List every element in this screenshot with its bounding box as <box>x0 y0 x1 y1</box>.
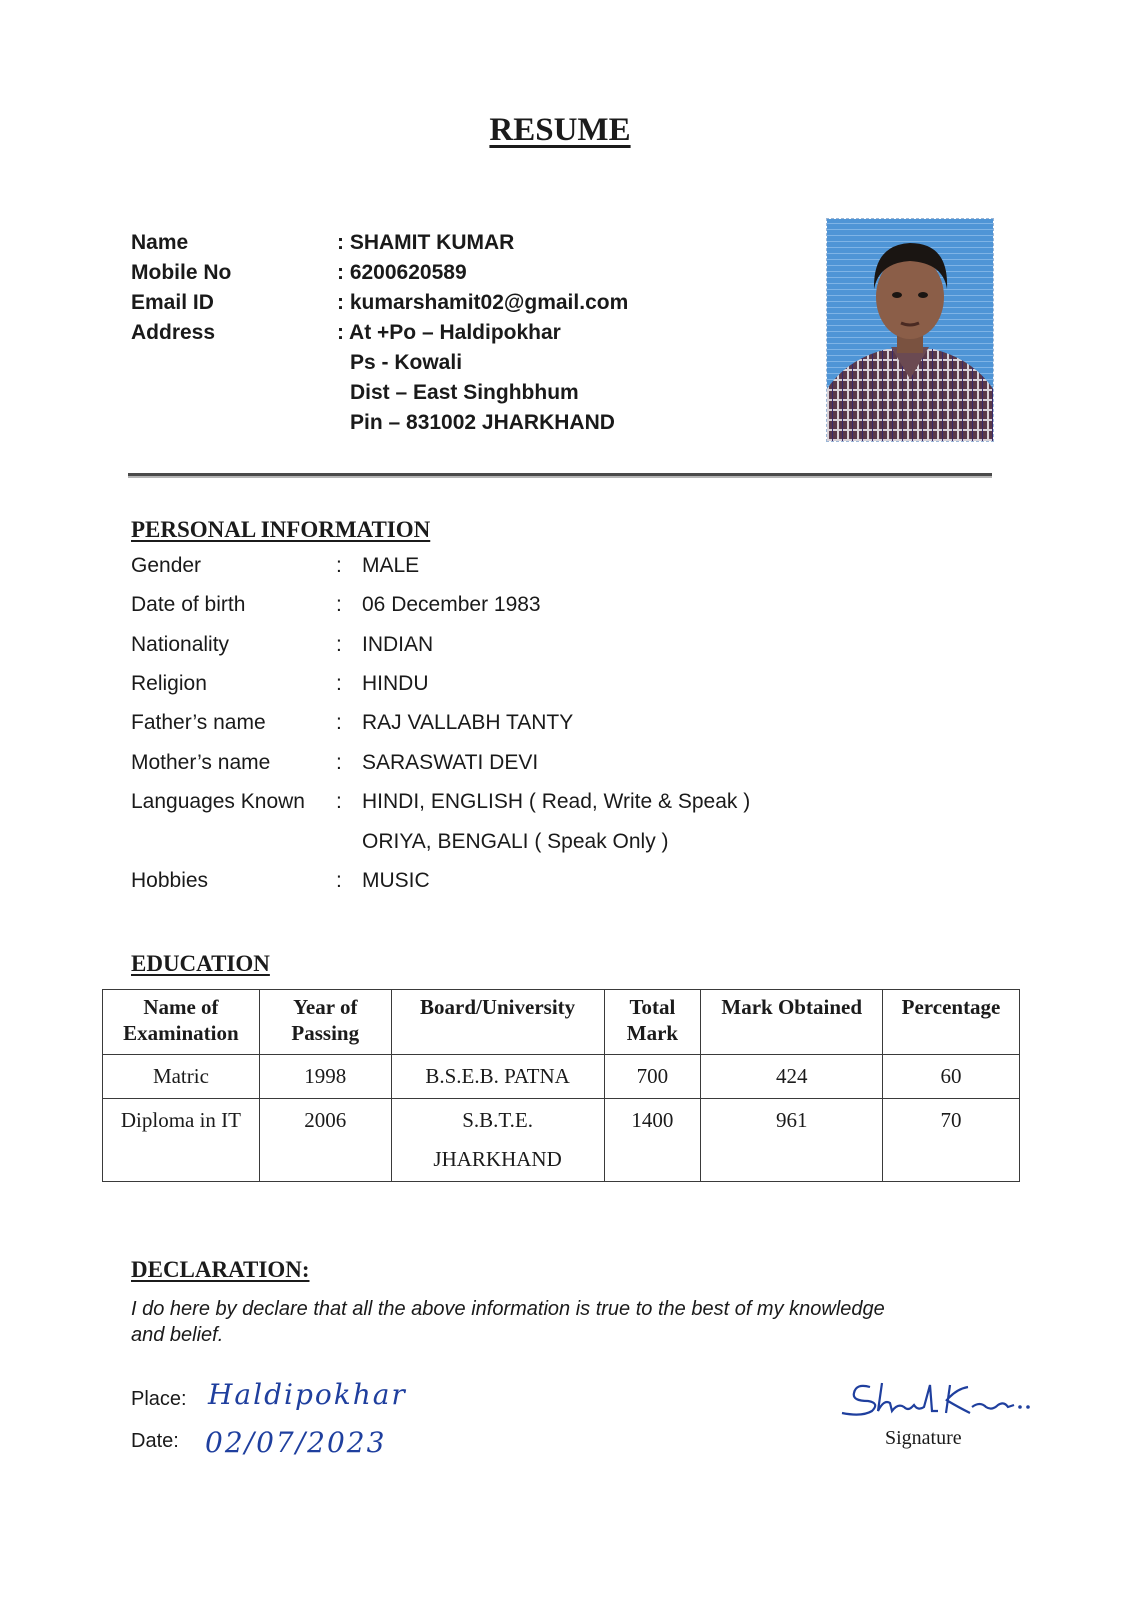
signature-mark <box>838 1375 1088 1430</box>
religion-value: HINDU <box>362 672 429 695</box>
page-title: RESUME <box>489 112 631 148</box>
cell-total: 1400 <box>604 1099 701 1182</box>
declaration-heading: DECLARATION: <box>131 1257 310 1282</box>
name-label: Name <box>131 231 189 254</box>
cell-percentage: 60 <box>883 1055 1020 1099</box>
languages-value: HINDI, ENGLISH ( Read, Write & Speak ) <box>362 790 751 813</box>
mobile-value: : 6200620589 <box>337 261 467 284</box>
header-total: Total Mark <box>604 990 701 1055</box>
signature-label: Signature <box>885 1427 962 1449</box>
place-label: Place: <box>131 1388 187 1410</box>
nationality-label: Nationality <box>131 633 230 656</box>
colon: : <box>336 790 342 813</box>
cell-obtained: 961 <box>701 1099 883 1182</box>
mobile-label: Mobile No <box>131 261 232 284</box>
father-name-value: RAJ VALLABH TANTY <box>362 711 574 734</box>
colon: : <box>336 633 342 656</box>
cell-board: B.S.E.B. PATNA <box>391 1055 604 1099</box>
table-header-row <box>103 990 1020 1055</box>
header-percentage: Percentage <box>883 990 1020 1055</box>
header-board: Board/University <box>391 990 604 1055</box>
contact-values <box>337 228 628 438</box>
colon: : <box>336 593 342 616</box>
address-line-2: Ps - Kowali <box>350 351 463 374</box>
hobbies-value: MUSIC <box>362 869 430 892</box>
header-exam: Name of Examination <box>103 990 260 1055</box>
cell-board: S.B.T.E. JHARKHAND <box>391 1099 604 1182</box>
header-year: Year of Passing <box>259 990 391 1055</box>
declaration-text: I do here by declare that all the above information is true to the best of my knowledge and belief. <box>131 1298 885 1346</box>
email-value: : kumarshamit02@gmail.com <box>337 291 629 314</box>
religion-label: Religion <box>131 672 207 695</box>
colon: : <box>336 672 342 695</box>
place-value-handwritten: Haldipokhar <box>208 1378 407 1411</box>
gender-label: Gender <box>131 554 202 577</box>
cell-obtained: 424 <box>701 1055 883 1099</box>
address-line-1: : At +Po – Haldipokhar <box>337 321 561 344</box>
address-line-3: Dist – East Singhbhum <box>350 381 579 404</box>
colon: : <box>336 869 342 892</box>
colon: : <box>336 751 342 774</box>
father-name-label: Father’s name <box>131 711 266 734</box>
contact-labels <box>131 228 231 348</box>
section-divider <box>128 473 992 476</box>
table-row <box>103 1099 1020 1182</box>
colon: : <box>336 711 342 734</box>
cell-exam: Diploma in IT <box>103 1099 260 1182</box>
hobbies-label: Hobbies <box>131 869 209 892</box>
address-label: Address <box>131 321 216 344</box>
education-heading: EDUCATION <box>131 951 270 976</box>
signature-scribble <box>838 1375 1088 1425</box>
profile-photo <box>826 218 994 442</box>
cell-total: 700 <box>604 1055 701 1099</box>
languages-label: Languages Known <box>131 790 305 813</box>
cell-exam: Matric <box>103 1055 260 1099</box>
cell-year: 2006 <box>259 1099 391 1182</box>
gender-value: MALE <box>362 554 420 577</box>
colon: : <box>336 554 342 577</box>
cell-percentage: 70 <box>883 1099 1020 1182</box>
languages-value-2: ORIYA, BENGALI ( Speak Only ) <box>362 830 669 853</box>
portrait-image <box>827 219 993 441</box>
table-row <box>103 1055 1020 1099</box>
education-table <box>102 989 1020 1182</box>
mother-name-value: SARASWATI DEVI <box>362 751 539 774</box>
mother-name-label: Mother’s name <box>131 751 271 774</box>
header-obtained: Mark Obtained <box>701 990 883 1055</box>
nationality-value: INDIAN <box>362 633 434 656</box>
dob-label: Date of birth <box>131 593 246 616</box>
date-label: Date: <box>131 1430 179 1452</box>
personal-info-heading: PERSONAL INFORMATION <box>131 517 431 542</box>
cell-year: 1998 <box>259 1055 391 1099</box>
email-label: Email ID <box>131 291 214 314</box>
address-line-4: Pin – 831002 JHARKHAND <box>350 411 615 434</box>
dob-value: 06 December 1983 <box>362 593 541 616</box>
date-value-handwritten: 02/07/2023 <box>205 1426 387 1459</box>
name-value: : SHAMIT KUMAR <box>337 231 515 254</box>
